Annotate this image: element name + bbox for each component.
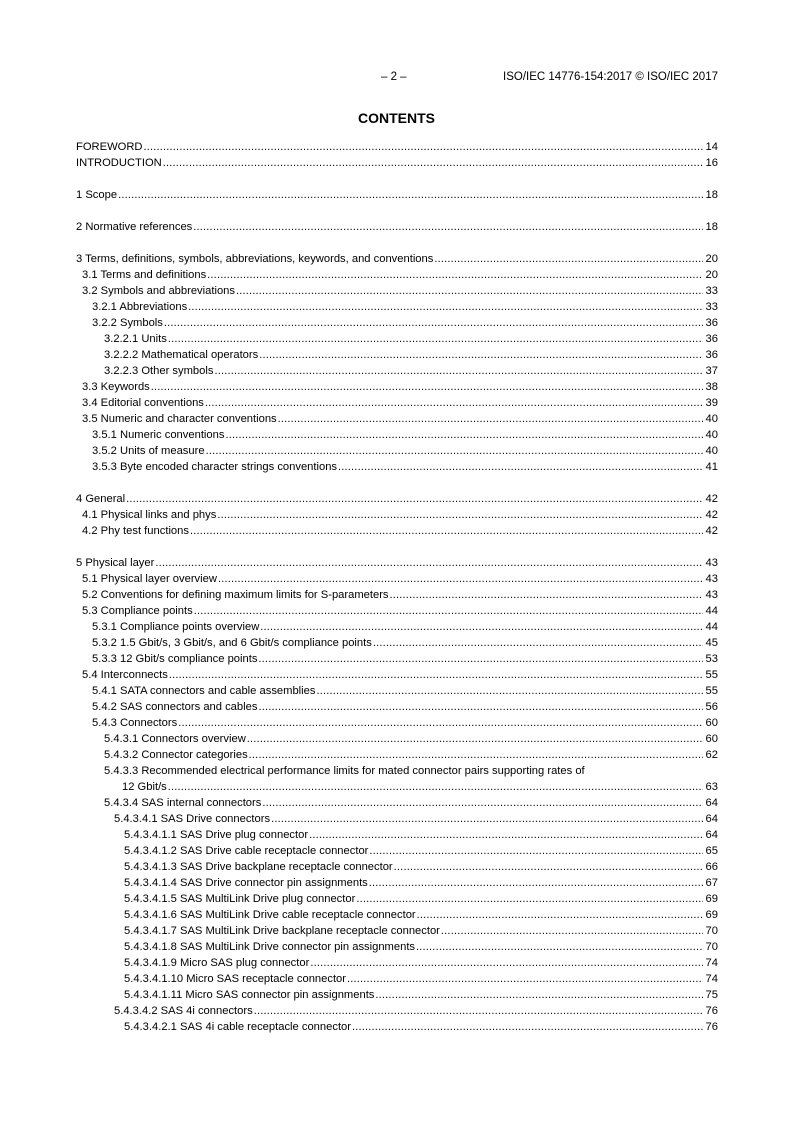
toc-entry[interactable] [76, 523, 718, 539]
toc-page-number: 60 [705, 717, 718, 729]
toc-dot-leader [168, 331, 703, 347]
toc-page-number: 43 [705, 589, 718, 601]
toc-dot-leader [188, 299, 703, 315]
toc-entry[interactable] [76, 827, 718, 843]
toc-dot-leader [217, 507, 703, 523]
toc-entry[interactable] [76, 603, 718, 619]
toc-entry-label: 5.4.3.4.2.1 SAS 4i cable receptacle connector [124, 1021, 352, 1033]
toc-page-number: 43 [705, 573, 718, 585]
toc-entry-label: 3.2 Symbols and abbreviations [82, 285, 235, 297]
toc-entry-label: 3.2.2.3 Other symbols [104, 365, 214, 377]
toc-entry-label: 5 Physical layer [76, 557, 155, 569]
toc-page-number: 18 [705, 189, 718, 201]
toc-entry-label: 4.1 Physical links and phys [82, 509, 217, 521]
toc-entry-label: INTRODUCTION [76, 157, 162, 169]
toc-entry[interactable] [76, 139, 718, 155]
toc-entry-label: 5.4.3.4.1.4 SAS Drive connector pin assignments [124, 877, 368, 889]
toc-dot-leader [260, 619, 703, 635]
toc-entry-label: 4 General [76, 493, 126, 505]
toc-dot-leader [258, 699, 703, 715]
toc-entry-label: 5.2 Conventions for defining maximum limits for S-parameters [82, 589, 389, 601]
toc-dot-leader [164, 315, 703, 331]
toc-entry-label: 5.3.1 Compliance points overview [92, 621, 260, 633]
toc-page-number: 44 [705, 605, 718, 617]
toc-page-number: 16 [705, 157, 718, 169]
toc-entry[interactable] [76, 987, 718, 1003]
toc-page-number: 36 [705, 333, 718, 345]
toc-page-number: 53 [705, 653, 718, 665]
toc-entry-label: 5.3.2 1.5 Gbit/s, 3 Gbit/s, and 6 Gbit/s compliance points [92, 637, 372, 649]
toc-page-number: 33 [705, 285, 718, 297]
toc-entry-label: 5.4.3.4.1.6 SAS MultiLink Drive cable receptacle connector [124, 909, 416, 921]
toc-entry[interactable] [76, 331, 718, 347]
toc-page-number: 70 [705, 941, 718, 953]
toc-dot-leader [193, 219, 703, 235]
toc-dot-leader [155, 555, 703, 571]
toc-dot-leader [416, 939, 703, 955]
toc-dot-leader [118, 187, 703, 203]
toc-entry[interactable] [76, 811, 718, 827]
table-of-contents [76, 139, 718, 1035]
toc-entry-label: 5.4.3.1 Connectors overview [104, 733, 246, 745]
toc-entry[interactable] [76, 699, 718, 715]
toc-dot-leader [206, 443, 703, 459]
toc-page-number: 33 [705, 301, 718, 313]
toc-spacer [76, 475, 718, 491]
toc-entry-label: 5.4.3.4.1.5 SAS MultiLink Drive plug connector [124, 893, 356, 905]
toc-page-number: 76 [705, 1005, 718, 1017]
toc-dot-leader [262, 795, 703, 811]
toc-page-number: 42 [705, 525, 718, 537]
toc-dot-leader [259, 347, 703, 363]
toc-entry-label: 5.4.3.4.2 SAS 4i connectors [114, 1005, 253, 1017]
toc-page-number: 76 [705, 1021, 718, 1033]
toc-entry-label: 3.2.2.2 Mathematical operators [104, 349, 259, 361]
toc-dot-leader [369, 843, 703, 859]
toc-entry-label: 5.4.3.4.1.8 SAS MultiLink Drive connector pin assignments [124, 941, 416, 953]
toc-entry[interactable] [76, 379, 718, 395]
toc-entry-label: 5.4.3.4.1.3 SAS Drive backplane receptacle connector [124, 861, 393, 873]
toc-entry[interactable] [76, 347, 718, 363]
toc-page-number: 62 [705, 749, 718, 761]
toc-page-number: 75 [705, 989, 718, 1001]
toc-entry-label: 5.4.2 SAS connectors and cables [92, 701, 258, 713]
toc-entry-label: 3.5.1 Numeric conventions [92, 429, 225, 441]
toc-page-number: 44 [705, 621, 718, 633]
toc-entry-label: 5.4.3 Connectors [92, 717, 178, 729]
toc-dot-leader [316, 683, 703, 699]
toc-dot-leader [225, 427, 703, 443]
toc-entry-label: 5.4 Interconnects [82, 669, 168, 681]
toc-entry[interactable] [76, 891, 718, 907]
toc-spacer [76, 171, 718, 187]
toc-entry-label: 5.4.3.4.1.9 Micro SAS plug connector [124, 957, 310, 969]
toc-entry[interactable] [76, 1019, 718, 1035]
toc-page-number: 63 [705, 781, 718, 793]
toc-page-number: 40 [705, 445, 718, 457]
toc-entry-label: 2 Normative references [76, 221, 193, 233]
toc-entry-label: 3.2.2.1 Units [104, 333, 167, 345]
toc-dot-leader [126, 491, 703, 507]
page-title: CONTENTS [358, 110, 435, 126]
toc-entry-label: 4.2 Phy test functions [82, 525, 189, 537]
toc-entry-label[interactable]: 5.4.3.3 Recommended electrical performance limits for mated connector pairs supporting rates of [104, 765, 585, 777]
toc-entry-label: 5.1 Physical layer overview [82, 573, 217, 585]
toc-page-number: 70 [705, 925, 718, 937]
toc-page-number: 37 [705, 365, 718, 377]
toc-page-number: 40 [705, 429, 718, 441]
toc-entry[interactable] [76, 923, 718, 939]
toc-entry[interactable] [76, 267, 718, 283]
toc-entry-label: 5.3.3 12 Gbit/s compliance points [92, 653, 258, 665]
toc-dot-leader [163, 155, 703, 171]
toc-page-number: 42 [705, 509, 718, 521]
toc-dot-leader [394, 859, 703, 875]
toc-dot-leader [205, 395, 703, 411]
toc-entry-label-continued: 12 Gbit/s [122, 781, 167, 793]
toc-page-number: 36 [705, 317, 718, 329]
toc-page-number: 69 [705, 893, 718, 905]
toc-entry[interactable] [76, 683, 718, 699]
toc-dot-leader [310, 955, 703, 971]
toc-entry[interactable] [76, 443, 718, 459]
toc-dot-leader [254, 1003, 703, 1019]
toc-entry[interactable] [76, 555, 718, 571]
toc-page-number: 74 [705, 973, 718, 985]
toc-entry-label: 3.3 Keywords [82, 381, 150, 393]
toc-page-number: 20 [705, 269, 718, 281]
toc-dot-leader [144, 139, 704, 155]
toc-entry[interactable] [76, 939, 718, 955]
toc-page-number: 55 [705, 669, 718, 681]
toc-entry-label: 5.4.3.4.1.11 Micro SAS connector pin assignments [124, 989, 375, 1001]
toc-spacer [76, 539, 718, 555]
toc-entry[interactable] [76, 491, 718, 507]
toc-dot-leader [309, 827, 703, 843]
toc-page-number: 45 [705, 637, 718, 649]
toc-dot-leader [369, 875, 703, 891]
toc-spacer [76, 235, 718, 251]
toc-entry[interactable] [76, 619, 718, 635]
toc-page-number: 39 [705, 397, 718, 409]
toc-dot-leader [207, 267, 703, 283]
toc-dot-leader [375, 987, 703, 1003]
toc-dot-leader [352, 1019, 703, 1035]
toc-entry[interactable] [76, 219, 718, 235]
toc-entry-label: FOREWORD [76, 141, 143, 153]
toc-page-number: 36 [705, 349, 718, 361]
toc-page-number: 65 [705, 845, 718, 857]
toc-page-number: 60 [705, 733, 718, 745]
toc-entry[interactable] [76, 715, 718, 731]
toc-entry-label: 5.4.3.4.1 SAS Drive connectors [114, 813, 271, 825]
toc-page-number: 67 [705, 877, 718, 889]
toc-page-number: 40 [705, 413, 718, 425]
toc-entry-label: 1 Scope [76, 189, 118, 201]
toc-page-number: 14 [705, 141, 718, 153]
toc-entry[interactable] [76, 587, 718, 603]
toc-entry[interactable] [76, 427, 718, 443]
toc-entry-label: 3.5.2 Units of measure [92, 445, 205, 457]
toc-page-number: 69 [705, 909, 718, 921]
toc-entry-label: 5.3 Compliance points [82, 605, 193, 617]
toc-entry[interactable] [76, 843, 718, 859]
toc-dot-leader [347, 971, 703, 987]
toc-entry[interactable] [76, 875, 718, 891]
toc-entry[interactable] [76, 971, 718, 987]
toc-dot-leader [258, 651, 703, 667]
toc-entry-label: 5.4.3.4.1.7 SAS MultiLink Drive backplane receptacle connector [124, 925, 440, 937]
toc-page-number: 20 [705, 253, 718, 265]
toc-dot-leader [356, 891, 703, 907]
toc-page-number: 42 [705, 493, 718, 505]
toc-dot-leader [338, 459, 703, 475]
toc-dot-leader [194, 603, 703, 619]
toc-entry-label: 5.4.3.4 SAS internal connectors [104, 797, 262, 809]
toc-entry[interactable] [76, 635, 718, 651]
toc-dot-leader [151, 379, 703, 395]
toc-dot-leader [434, 251, 703, 267]
toc-entry[interactable] [76, 507, 718, 523]
toc-dot-leader [441, 923, 703, 939]
toc-page-number: 18 [705, 221, 718, 233]
toc-entry-label: 5.4.3.2 Connector categories [104, 749, 248, 761]
toc-dot-leader [169, 667, 703, 683]
toc-entry[interactable] [76, 907, 718, 923]
toc-entry[interactable] [76, 459, 718, 475]
toc-page-number: 74 [705, 957, 718, 969]
toc-entry[interactable] [76, 299, 718, 315]
toc-dot-leader [214, 363, 703, 379]
toc-entry-label: 5.4.1 SATA connectors and cable assemblies [92, 685, 316, 697]
toc-entry[interactable] [76, 283, 718, 299]
toc-entry[interactable] [76, 363, 718, 379]
toc-entry[interactable] [76, 187, 718, 203]
toc-entry-label: 5.4.3.4.1.1 SAS Drive plug connector [124, 829, 309, 841]
toc-entry-label: 3.2.1 Abbreviations [92, 301, 188, 313]
toc-entry-label: 3.2.2 Symbols [92, 317, 163, 329]
toc-entry[interactable] [76, 667, 718, 683]
toc-entry-label: 3.1 Terms and definitions [82, 269, 207, 281]
toc-entry[interactable] [76, 315, 718, 331]
toc-page-number: 56 [705, 701, 718, 713]
toc-entry[interactable] [76, 651, 718, 667]
page-number: – 2 – [381, 71, 407, 83]
toc-page-number: 41 [705, 461, 718, 473]
toc-dot-leader [218, 571, 703, 587]
toc-dot-leader [236, 283, 703, 299]
toc-dot-leader [278, 411, 703, 427]
toc-page-number: 64 [705, 829, 718, 841]
toc-entry[interactable] [76, 1003, 718, 1019]
toc-dot-leader [373, 635, 703, 651]
toc-dot-leader [390, 587, 703, 603]
toc-dot-leader [190, 523, 703, 539]
toc-dot-leader [247, 731, 703, 747]
toc-entry[interactable] [76, 795, 718, 811]
toc-entry[interactable] [76, 859, 718, 875]
toc-entry-label: 3.4 Editorial conventions [82, 397, 204, 409]
toc-dot-leader [271, 811, 703, 827]
toc-page-number: 64 [705, 813, 718, 825]
toc-entry[interactable] [76, 411, 718, 427]
toc-page-number: 64 [705, 797, 718, 809]
toc-dot-leader [417, 907, 703, 923]
toc-entry-label: 5.4.3.4.1.2 SAS Drive cable receptacle connector [124, 845, 369, 857]
toc-entry[interactable] [76, 155, 718, 171]
toc-entry[interactable] [76, 395, 718, 411]
toc-entry[interactable] [76, 955, 718, 971]
toc-entry[interactable] [76, 779, 718, 795]
toc-entry-label: 3.5.3 Byte encoded character strings conventions [92, 461, 338, 473]
toc-entry[interactable] [76, 571, 718, 587]
toc-entry[interactable] [76, 251, 718, 267]
toc-page-number: 43 [705, 557, 718, 569]
toc-page-number: 55 [705, 685, 718, 697]
toc-entry-label: 3.5 Numeric and character conventions [82, 413, 277, 425]
toc-dot-leader [168, 779, 703, 795]
standard-reference: ISO/IEC 14776-154:2017 © ISO/IEC 2017 [503, 71, 718, 83]
toc-dot-leader [178, 715, 703, 731]
toc-entry-label: 5.4.3.4.1.10 Micro SAS receptacle connector [124, 973, 347, 985]
toc-entry[interactable] [76, 747, 718, 763]
toc-page-number: 66 [705, 861, 718, 873]
toc-entry-label: 3 Terms, definitions, symbols, abbreviations, keywords, and conventions [76, 253, 434, 265]
toc-entry[interactable] [76, 731, 718, 747]
toc-spacer [76, 203, 718, 219]
page-header [0, 71, 793, 89]
toc-page-number: 38 [705, 381, 718, 393]
toc-dot-leader [249, 747, 703, 763]
